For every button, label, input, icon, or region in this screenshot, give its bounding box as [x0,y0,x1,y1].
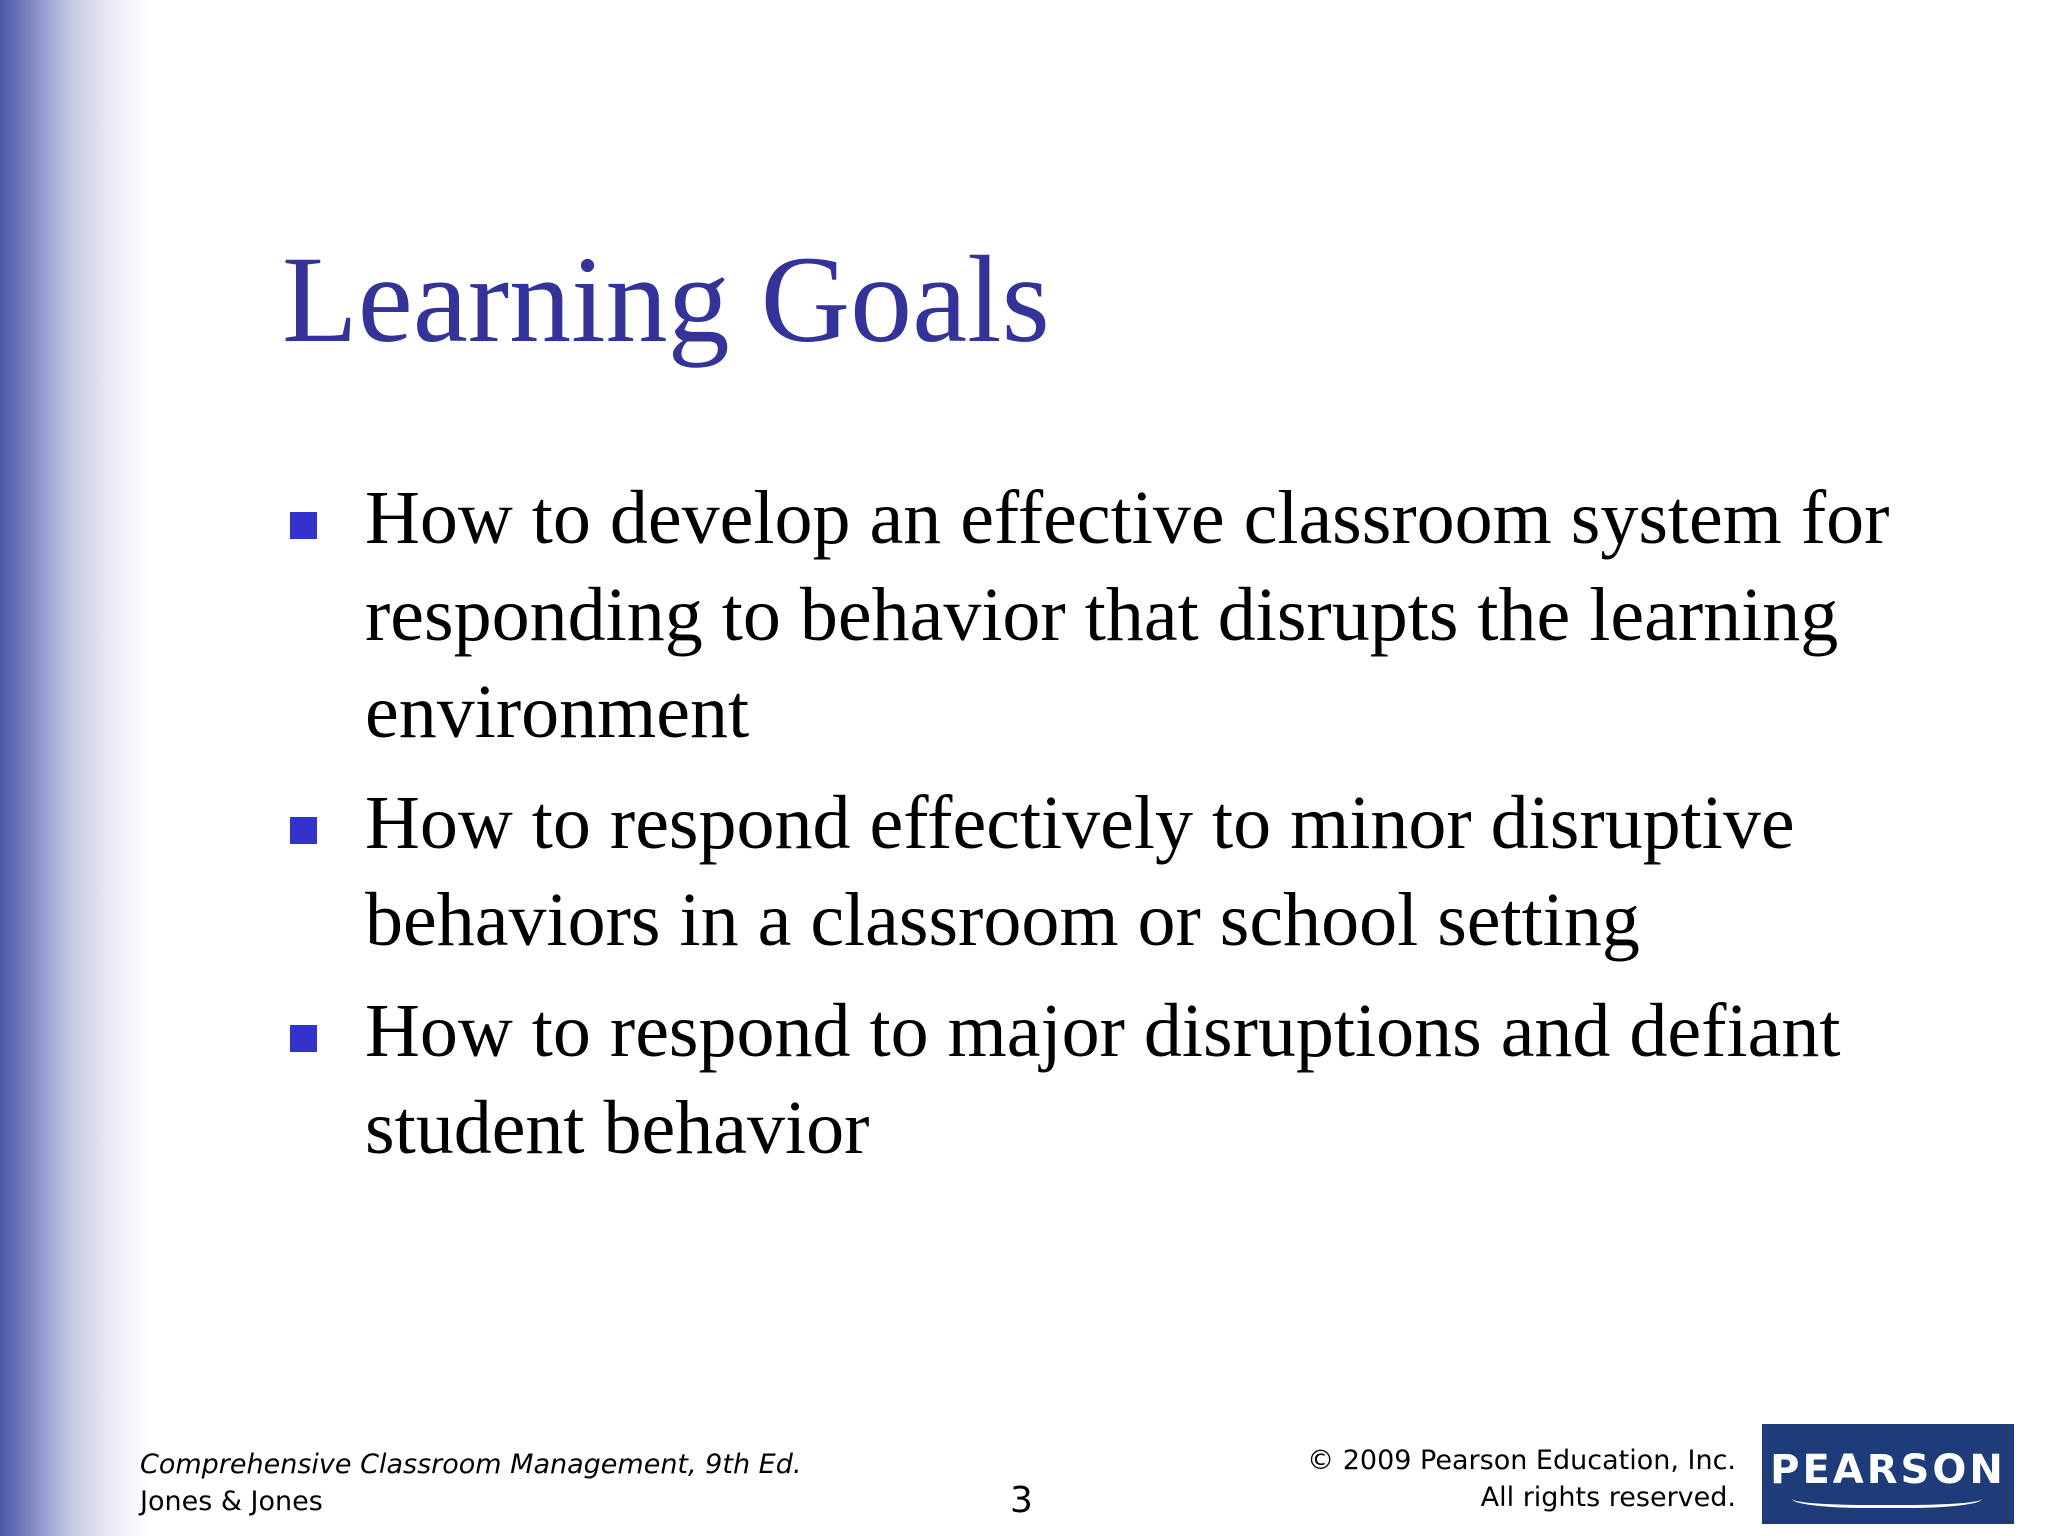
footer-book-title: Comprehensive Classroom Management, 9th Ed. [140,1449,802,1480]
bullet-list [288,470,2028,1191]
pearson-logo-text: PEARSON [1770,1447,2006,1493]
footer-copyright [1307,1442,1736,1516]
page-number: 3 [1010,1480,1033,1521]
bullet-text: How to develop an effective classroom system for responding to behavior that disrupts the learning environment [365,476,1890,754]
square-bullet-icon [290,1025,317,1052]
square-bullet-icon [290,817,317,844]
pearson-logo [1762,1424,2014,1524]
footer-source [140,1446,801,1520]
bullet-item [288,983,2028,1177]
footer-authors: Jones & Jones [140,1486,323,1517]
bullet-item [288,775,2028,969]
side-gradient-bar [0,0,150,1536]
copyright-line: © 2009 Pearson Education, Inc. [1307,1445,1736,1476]
bullet-text: How to respond effectively to minor disruptive behaviors in a classroom or school setting [365,781,1795,962]
slide-title: Learning Goals [282,231,1050,368]
bullet-text: How to respond to major disruptions and defiant student behavior [365,989,1841,1170]
square-bullet-icon [290,512,317,539]
bullet-item [288,470,2028,761]
rights-line: All rights reserved. [1480,1482,1736,1513]
logo-swoosh-icon [1792,1499,1982,1508]
